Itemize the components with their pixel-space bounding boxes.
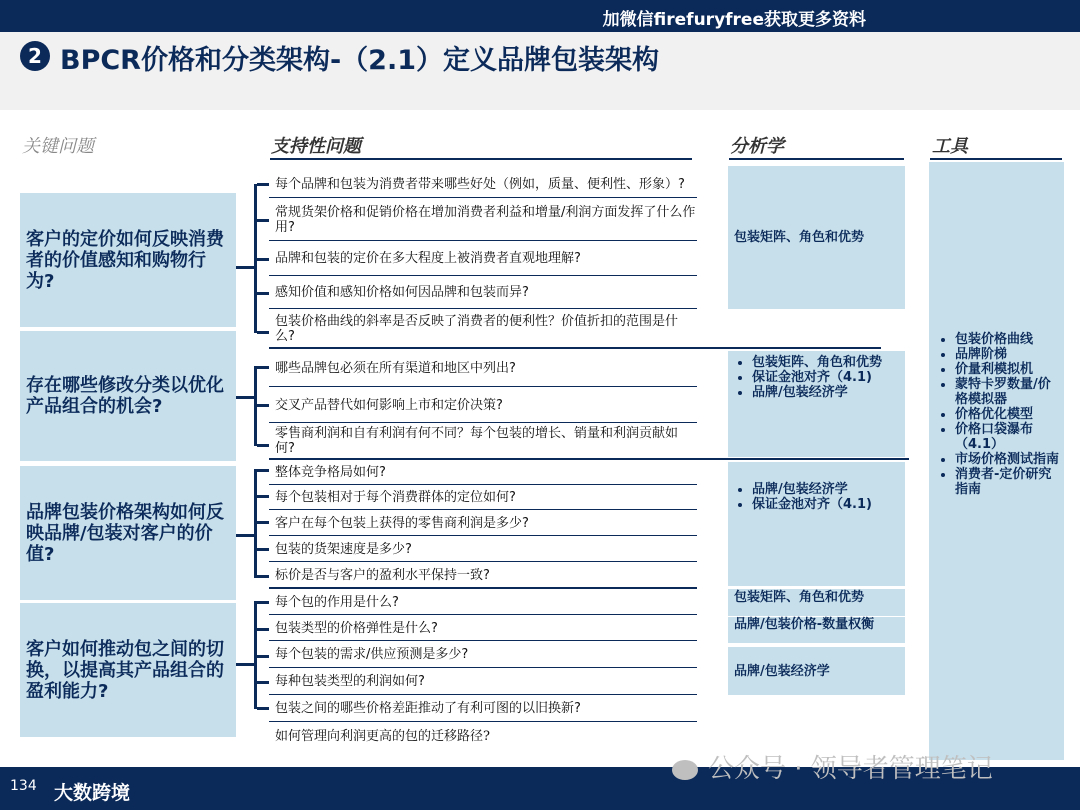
- column-header-key-questions: 关键问题: [22, 136, 94, 157]
- watermark-text: 公众号 · 领导者管理笔记: [708, 754, 993, 784]
- supporting-question: 包装价格曲线的斜率是否反映了消费者的便利性？价值折扣的范围是什么?: [269, 310, 881, 349]
- supporting-question: 感知价值和感知价格如何因品牌和包装而异?: [269, 277, 697, 309]
- supporting-question: 品牌和包装的定价在多大程度上被消费者直观地理解?: [269, 242, 697, 276]
- tool-item: • 价格口袋瀑布（4.1）: [955, 422, 1060, 452]
- supporting-question: 零售商利润和自有利润有何不同？每个包装的增长、销量和利润贡献如何?: [269, 424, 909, 460]
- analytics-box: [728, 589, 905, 616]
- tool-item: • 价量利模拟机: [955, 362, 1060, 377]
- supporting-question: 每个包装的需求/供应预测是多少?: [269, 642, 697, 668]
- analytics-box: [728, 166, 905, 309]
- supporting-question: 包装类型的价格弹性是什么?: [269, 616, 697, 641]
- supporting-question: 标价是否与客户的盈利水平保持一致?: [269, 563, 697, 589]
- key-question-box: [20, 466, 236, 600]
- tool-item: • 消费者-定价研究指南: [955, 467, 1060, 497]
- analytics-item: 包装矩阵、角色和优势: [734, 230, 865, 245]
- key-question-text: 存在哪些修改分类以优化产品组合的机会?: [26, 375, 224, 417]
- supporting-question: 如何管理向利润更高的包的迁移路径?: [275, 728, 490, 744]
- promo-text: 加微信firefuryfree获取更多资料: [602, 10, 866, 30]
- supporting-question: 常规货架价格和促销价格在增加消费者利益和增量/利润方面发挥了什么作用?: [269, 199, 697, 241]
- column-header-analytics: 分析学: [730, 136, 784, 157]
- tools-box: [929, 162, 1064, 760]
- tool-item: • 价格优化模型: [955, 407, 1060, 422]
- key-question-text: 品牌包装价格架构如何反映品牌/包装对客户的价值?: [26, 501, 224, 565]
- column-header-supporting-questions: 支持性问题: [271, 136, 361, 157]
- supporting-question: 哪些品牌包必须在所有渠道和地区中列出?: [269, 351, 697, 387]
- tool-item: • 包装价格曲线: [955, 332, 1060, 347]
- analytics-box: [728, 351, 905, 457]
- header-underline: [930, 158, 1062, 160]
- supporting-question: 每个包的作用是什么?: [269, 591, 697, 615]
- header-underline: [729, 158, 904, 160]
- brand-name: 大数跨境: [54, 782, 131, 804]
- page-title: BPCR价格和分类架构-（2.1）定义品牌包装架构: [60, 45, 660, 76]
- supporting-question: 包装之间的哪些价格差距推动了有利可图的以旧换新?: [269, 696, 697, 722]
- key-question-box: [20, 193, 236, 327]
- top-bar: [0, 0, 1080, 32]
- tool-item: • 品牌阶梯: [955, 347, 1060, 362]
- analytics-box: [728, 647, 905, 695]
- watermark: [672, 748, 993, 785]
- key-question-box: [20, 331, 236, 461]
- header-underline: [270, 158, 692, 160]
- analytics-box: [728, 462, 905, 586]
- analytics-item: 包装矩阵、角色和优势: [734, 590, 865, 605]
- section-number-badge: 2: [20, 41, 50, 71]
- analytics-item: • 包装矩阵、角色和优势: [752, 355, 899, 370]
- analytics-item: • 保证金池对齐（4.1): [752, 497, 899, 512]
- key-question-text: 客户的定价如何反映消费者的价值感知和购物行为?: [26, 228, 224, 292]
- analytics-item: • 品牌/包装经济学: [752, 482, 899, 497]
- supporting-question: 交叉产品替代如何影响上市和定价决策?: [269, 388, 697, 423]
- supporting-question: 客户在每个包装上获得的零售商利润是多少?: [269, 511, 697, 536]
- analytics-item: • 保证金池对齐（4.1): [752, 370, 899, 385]
- analytics-item: • 品牌/包装经济学: [752, 385, 899, 400]
- analytics-box: [728, 617, 905, 643]
- wechat-icon: [672, 760, 698, 780]
- tool-item: • 市场价格测试指南: [955, 452, 1060, 467]
- tool-item: • 蒙特卡罗数量/价格模拟器: [955, 377, 1060, 407]
- supporting-question: 整体竞争格局如何?: [269, 461, 697, 485]
- supporting-question: 包装的货架速度是多少?: [269, 537, 697, 562]
- key-question-box: [20, 603, 236, 737]
- supporting-question: 每个品牌和包装为消费者带来哪些好处（例如，质量、便利性、形象）?: [269, 172, 697, 198]
- supporting-question: 每个包装相对于每个消费群体的定位如何?: [269, 486, 697, 510]
- supporting-question: 每种包装类型的利润如何?: [269, 669, 697, 695]
- page-number: 134: [10, 778, 37, 794]
- column-header-tools: 工具: [932, 136, 968, 157]
- key-question-text: 客户如何推动包之间的切换，以提高其产品组合的盈利能力?: [26, 638, 224, 702]
- analytics-item: 品牌/包装价格-数量权衡: [734, 617, 875, 632]
- analytics-item: 品牌/包装经济学: [734, 663, 830, 679]
